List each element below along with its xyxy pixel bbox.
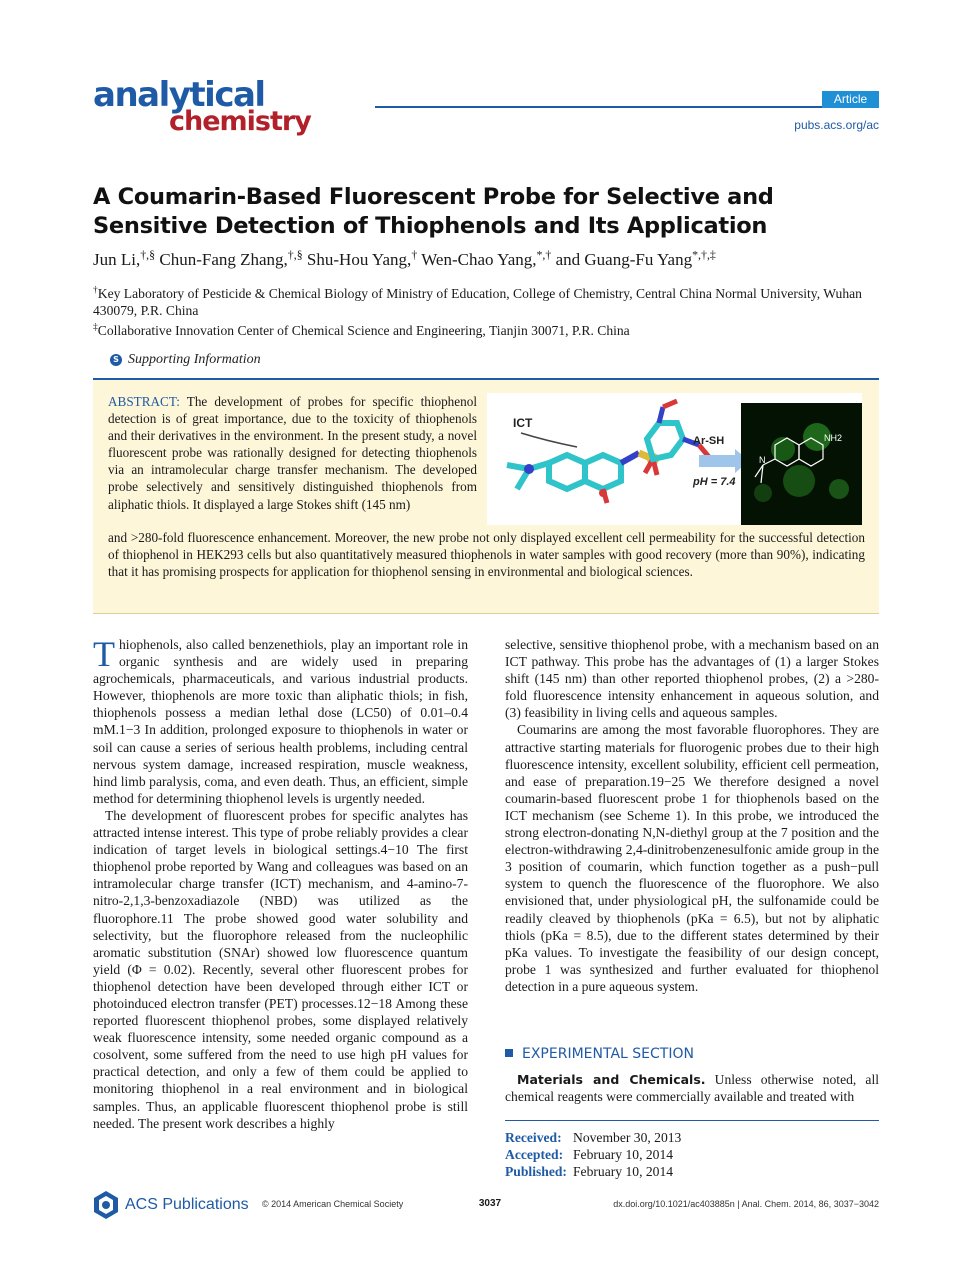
affiliation-mark: †: [93, 285, 98, 296]
article-title: A Coumarin-Based Fluorescent Probe for Selective and Sensitive Detection of Thiophenols and Its Application: [93, 184, 774, 239]
date-row: [505, 1129, 879, 1146]
date-value: February 10, 2014: [573, 1147, 674, 1163]
date-label: Accepted:: [505, 1147, 564, 1163]
acs-hexagon-icon: [93, 1190, 119, 1220]
date-label: Received:: [505, 1130, 562, 1145]
supporting-info-label: Supporting Information: [128, 352, 261, 367]
abstract-body-1: The development of probes for specific thiophenol detection is of great importance, due to the toxicity of thiophenols and their derivatives in the environment. In the present study, a novel fluorescent probe was rationally designed for detecting thiophenols via an intramolecular charge transfer mechanism. The developed probe selectively and sensitively distinguished thiophenols from aliphatic thiols. It displayed a large Stokes shift (145 nm): [108, 394, 477, 512]
author-name[interactable]: Shu-Hou Yang,: [306, 250, 412, 269]
toc-reagent-label: Ar-SH: [693, 435, 725, 447]
abstract-text-part2: and >280-fold fluorescence enhancement. Moreover, the new probe not only displayed excellent cell permeability for the successful detection of thiophenol in HEK293 cells but also quantitatively measured thiophenols in water samples with good recovery (more than 90%), indicating that it has promising prospects for application for thiophenol sensing in environmental and biological sciences.: [108, 530, 865, 580]
publication-dates: [505, 1120, 879, 1180]
affiliation-text: Key Laboratory of Pesticide & Chemical Biology of Ministry of Education, College of Chemistry, Central China Normal University, Wuhan 430079, P.R. China: [93, 286, 862, 318]
section-heading: [505, 1046, 694, 1062]
supporting-info-icon: S: [110, 354, 122, 366]
paragraph-text: Unless otherwise noted, all chemical reagents were commercially available and treated with: [505, 1072, 879, 1105]
author-affil-mark: *,†,‡: [692, 247, 716, 262]
body-column-left: [93, 636, 468, 1132]
journal-url-link[interactable]: pubs.acs.org/ac: [794, 118, 879, 132]
author-name[interactable]: Wen-Chao Yang,: [421, 250, 537, 269]
section-title: EXPERIMENTAL SECTION: [522, 1046, 694, 1062]
section-square-icon: [505, 1049, 513, 1057]
toc-graphic: [487, 393, 862, 525]
author-affil-mark: †,§: [287, 247, 303, 262]
paragraph-text: hiophenols, also called benzenethiols, play an important role in organic synthesis and are widely used in preparing agrochemicals, pharmaceuticals, and various industrial products. However, thiophenols are more toxic than aliphatic thiols; in fish, thiophenols possess a median lethal dose (LC50) of 0.01–0.4 mM.1−3 In addition, prolonged exposure to thiophenols in water or soil can cause a series of serious health problems, including central nervous system damage, increased respiration, muscle weakness, hind limb paralysis, coma, and even death. Thus, an efficient, simple method for determining thiophenol levels is urgently needed.: [93, 637, 468, 806]
acs-publications-logo[interactable]: [93, 1190, 249, 1220]
author-affil-mark: †: [411, 247, 418, 262]
abstract-label: ABSTRACT:: [108, 394, 180, 409]
logo-chemistry: chemistry: [169, 106, 311, 137]
journal-logo: [93, 75, 311, 137]
author-list: [93, 249, 883, 271]
toc-ph-label: pH = 7.4: [693, 476, 736, 488]
affiliation-1: [93, 285, 883, 319]
toc-nh2-label: NH2: [824, 433, 843, 443]
drop-cap: T: [93, 634, 115, 674]
toc-n-label: N: [759, 455, 766, 465]
date-label: Published:: [505, 1164, 567, 1180]
article-type-badge: Article: [822, 91, 879, 108]
abstract-text-part1: [108, 393, 477, 513]
author-name[interactable]: and Guang-Fu Yang: [555, 250, 693, 269]
author-name[interactable]: Jun Li,: [93, 250, 141, 269]
date-value: November 30, 2013: [573, 1130, 682, 1145]
page-number: 3037: [478, 1198, 502, 1209]
logo-analytical: analytical: [93, 75, 265, 115]
paragraph: Coumarins are among the most favorable fluorophores. They are attractive starting materials for fluorogenic probes due to their high fluorescence intensity, excellent solubility, efficient cell permeation, and ease of preparation.19−25 We therefore designed a novel coumarin-based fluorescent probe 1 for thiophenols based on the ICT mechanism (see Scheme 1). In this probe, we introduced the strong electron-donating N,N-diethyl group at the 7 position and the electron-withdrawing 2,4-dinitrobenzenesulfonic amide group in the 3 position of coumarin, which function together as a push−pull system to quench the fluorescence of the fluorophore. We also envisioned that, under physiological pH, the sulfonamide could be readily cleaved by thiophenols (pKa = 6.5), but not by aliphatic thiols (pKa = 8.5), due to the different states determined by their pKa values. To investigate the feasibility of our design concept, probe 1 was synthesized and further evaluated for thiophenol detection in a pure aqueous system.: [505, 722, 879, 994]
affiliation-text: Collaborative Innovation Center of Chemical Science and Engineering, Tianjin 30071, P.R. China: [97, 323, 630, 338]
affiliation-2: [93, 322, 883, 339]
materials-paragraph: [505, 1071, 879, 1105]
subsection-heading: Materials and Chemicals.: [517, 1072, 706, 1087]
paragraph: selective, sensitive thiophenol probe, with a mechanism based on an ICT pathway. This probe has the advantages of (1) a larger Stokes shift (145 nm) than other reported thiophenol probes, (2) a >280-fold fluorescence intensity enhancement in aqueous solution, and (3) feasibility in living cells and aqueous samples.: [505, 637, 879, 721]
body-column-right: [505, 636, 879, 995]
affiliation-mark: ‡: [93, 322, 98, 333]
toc-ict-label: ICT: [513, 416, 533, 430]
paragraph: The development of fluorescent probes for specific analytes has attracted intense interest. This type of probe reliably provides a clear indication of target levels in biological settings.4−10 The first thiophenol probe reported by Wang and colleagues was based on an intramolecular charge transfer (ICT) mechanism, and 4-amino-7-nitro-2,1,3-benzoxadiazole (NBD) was utilized as the fluorophore.11 The probe showed good water solubility and selectivity, but the fluorophore released from the nucleophilic aromatic substitution (SNAr) showed low fluorescence quantum yield (Φ = 0.02). Recently, several other fluorescent probes for thiophenol detection have been developed through either ICT or photoinduced electron transfer (PET) processes.12−18 Among these reported fluorescent thiophenol probes, some displayed relatively weak fluorescence intensity, some needed organic compound as a cosolvent, some suffered from the need to use high pH values for practical detection, and only a few of them could be applied to monitoring thiophenol in a real environment and in biological samples. Thus, an applicable fluorescent thiophenol probe is still needed. The present work describes a highly: [93, 807, 468, 1131]
doi-citation-link[interactable]: dx.doi.org/10.1021/ac403885n | Anal. Chem. 2014, 86, 3037−3042: [613, 1199, 879, 1209]
copyright-notice: © 2014 American Chemical Society: [262, 1199, 404, 1209]
header-rule: [375, 106, 879, 108]
acs-publisher-name: ACS Publications: [125, 1196, 249, 1213]
paragraph: [505, 1071, 879, 1105]
date-value: February 10, 2014: [573, 1164, 674, 1180]
supporting-information-link[interactable]: [110, 352, 261, 368]
author-name[interactable]: Chun-Fang Zhang,: [159, 250, 288, 269]
paragraph: [93, 636, 468, 807]
author-affil-mark: *,†: [536, 247, 552, 262]
date-row: [505, 1163, 879, 1180]
author-affil-mark: †,§: [140, 247, 156, 262]
date-row: [505, 1146, 879, 1163]
